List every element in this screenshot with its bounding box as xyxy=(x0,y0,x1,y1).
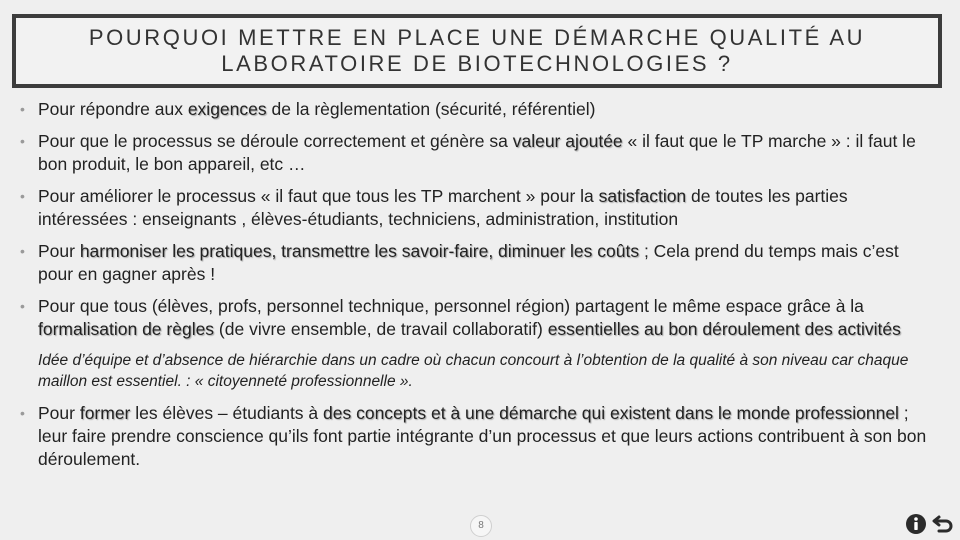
bullet-dot: • xyxy=(20,133,25,149)
bullet-highlight: exigences xyxy=(187,99,267,119)
bullet-item xyxy=(18,185,933,231)
bullet-text: de toutes les parties intéressées : enseignants , élèves-étudiants, techniciens, administration, institution xyxy=(38,186,848,229)
bullet-text: ; leur faire prendre conscience qu’ils font partie intégrante d’un processus et que leurs actions contribuent à son bon déroulement. xyxy=(38,403,927,469)
bullet-text: Pour que tous (élèves, profs, personnel technique, personnel région) partagent le même espace grâce à la xyxy=(38,296,864,316)
return-button[interactable] xyxy=(931,512,955,536)
bullet-dot: • xyxy=(20,188,25,204)
italic-note: Idée d’équipe et d’absence de hiérarchie dans un cadre où chacun concourt à l’obtention de la qualité à son niveau car chaque maillon est essentiel. : « citoyenneté professionnelle ». xyxy=(38,352,909,390)
return-arrow-icon xyxy=(931,513,955,535)
bullet-dot: • xyxy=(20,243,25,259)
bullet-text: Pour xyxy=(38,403,80,423)
bullet-item xyxy=(18,295,933,341)
bullet-highlight: harmoniser les pratiques, transmettre les savoir-faire, diminuer les coûts xyxy=(79,241,640,261)
bullet-text: Pour que le processus se déroule correctement et génère sa xyxy=(38,131,513,151)
bullet-text: les élèves – étudiants à xyxy=(130,403,324,423)
slide-content xyxy=(18,98,933,480)
bullet-highlight: former xyxy=(79,403,131,423)
bullet-item xyxy=(18,98,933,121)
info-button[interactable] xyxy=(904,512,928,536)
bullet-text: (de vivre ensemble, de travail collaboratif) xyxy=(214,319,548,339)
slide-title-line-2: LABORATOIRE DE BIOTECHNOLOGIES ? xyxy=(221,51,733,76)
info-icon xyxy=(905,513,927,535)
bullet-highlight: des concepts et à une démarche qui existent dans le monde professionnel xyxy=(323,403,899,423)
bullet-item xyxy=(18,240,933,286)
bullet-highlight: essentielles au bon déroulement des activités xyxy=(547,319,901,339)
bullet-text: Pour répondre aux xyxy=(38,99,188,119)
bullet-text: ; Cela prend du temps mais c’est pour en gagner après ! xyxy=(38,241,899,284)
bullet-dot: • xyxy=(20,101,25,117)
slide-title-line-1: POURQUOI METTRE EN PLACE UNE DÉMARCHE QUALITÉ AU xyxy=(88,25,866,50)
bullet-text: « il faut que le TP marche » : il faut le bon produit, le bon appareil, etc … xyxy=(38,131,916,174)
slide-title-box xyxy=(12,14,942,88)
bullet-text: Pour améliorer le processus « il faut que tous les TP marchent » pour la xyxy=(38,186,599,206)
bullet-item xyxy=(18,402,933,471)
bullet-text: Pour xyxy=(38,241,80,261)
bullet-highlight: valeur ajoutée xyxy=(512,131,623,151)
page-number: 8 xyxy=(470,515,492,537)
bullet-dot: • xyxy=(20,298,25,314)
bullet-highlight: satisfaction xyxy=(598,186,687,206)
bullet-text: de la règlementation (sécurité, référentiel) xyxy=(266,99,596,119)
bullet-item xyxy=(18,130,933,176)
bullet-dot: • xyxy=(20,405,25,421)
bullet-highlight: formalisation de règles xyxy=(38,319,215,339)
